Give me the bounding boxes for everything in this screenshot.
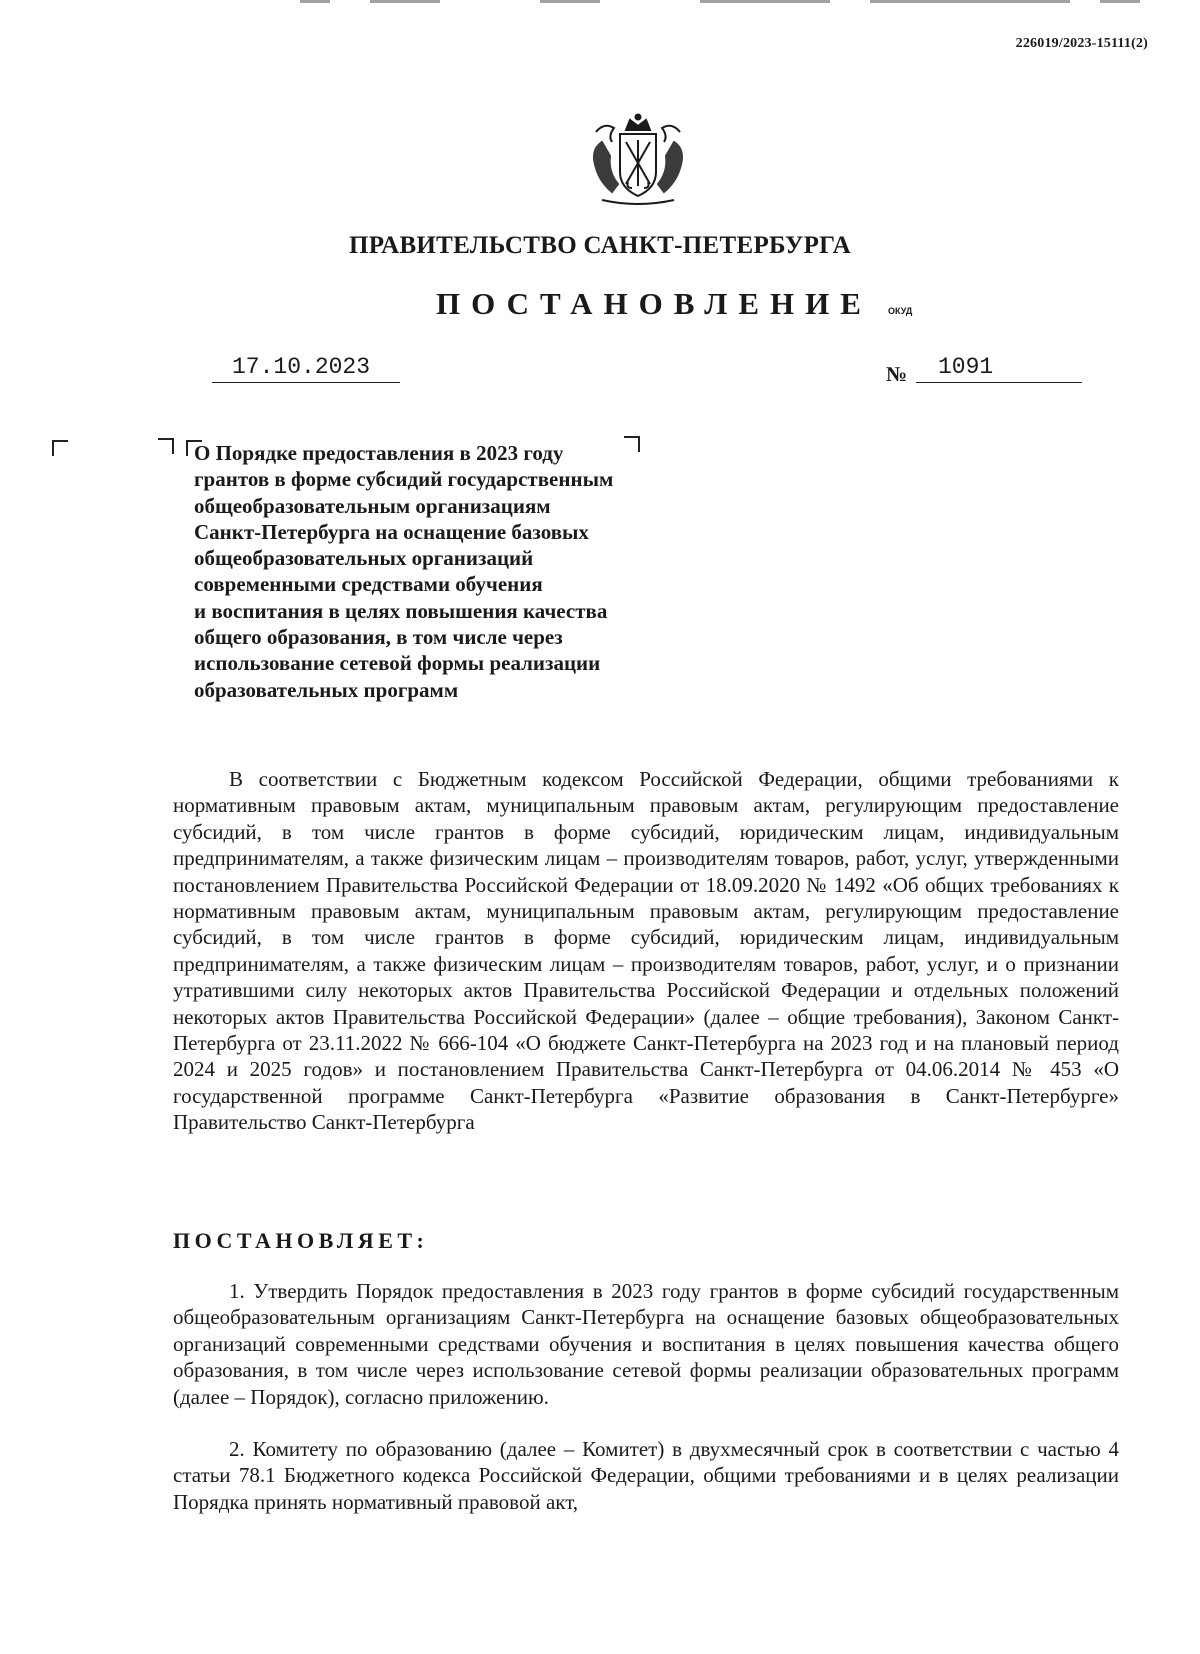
subject-line: современными средствами обучения [194, 572, 543, 597]
subject-line: и воспитания в целях повышения качества [194, 598, 608, 623]
government-name: ПРАВИТЕЛЬСТВО САНКТ-ПЕТЕРБУРГА [348, 232, 852, 259]
scan-artifact [700, 0, 830, 3]
document-type: ПОСТАНОВЛЕНИЕ [436, 286, 872, 321]
subject-line: использование сетевой формы реализации [194, 651, 601, 676]
paragraph-2: 2. Комитету по образованию (далее – Комитет) в двухмесячный срок в соответствии с частью 4 статьи 78.1 Бюджетного кодекса Российской Федерации, общими требованиями и в целях реализации Порядка принять нормативный правовой акт, [173, 1437, 1119, 1514]
preamble-paragraph: В соответствии с Бюджетным кодексом Российской Федерации, общими требованиями к нормативным правовым актам, муниципальным правовым актам, регулирующим предоставление субсидий, в том числе грантов в форме субсидий, юридическим лицам, индивидуальным предпринимателям, а также физическим лицам – производителям товаров, работ, услуг, утвержденными постановлением Правительства Российской Федерации от 18.09.2020 № 1492 «Об общих требованиях к нормативным правовым актам, муниципальным правовым актам, регулирующим предоставление субсидий, в том числе грантов в форме субсидий, юридическим лицам, индивидуальным предпринимателям, а также физическим лицам – производителям товаров, работ, услуг, и о признании утратившими силу некоторых актов Правительства Российской Федерации и отдельных положений некоторых актов Правительства Российской Федерации» (далее – общие требования), Законом Санкт-Петербурга от 23.11.2022 № 666-104 «О бюджете Санкт-Петербурга на 2023 год и на плановый период 2024 и 2025 годов» и постановлением Правительства Санкт-Петербурга от 04.06.2014 № 453 «О государственной программе Санкт-Петербурга «Развитие образования в Санкт-Петербурге» Правительство Санкт-Петербурга [173, 767, 1119, 1135]
subject-line: О Порядке предоставления в 2023 году [194, 441, 564, 465]
subject-line: грантов в форме субсидий государственным [194, 467, 614, 492]
okud-label: ОКУД [888, 306, 913, 316]
corner-mark [52, 440, 68, 456]
subject-line: образовательных программ [194, 677, 459, 702]
document-number: 1091 [916, 354, 1082, 383]
coat-of-arms-icon [582, 112, 694, 208]
decrees-heading: ПОСТАНОВЛЯЕТ: [173, 1228, 429, 1253]
subject-line: общеобразовательных организаций [194, 546, 534, 571]
document-date: 17.10.2023 [212, 354, 400, 383]
scan-artifact [540, 0, 600, 3]
subject-line: общего образования, в том числе через [194, 625, 563, 650]
scan-artifact [370, 0, 440, 3]
scan-artifact [1100, 0, 1140, 3]
subject-line: Санкт-Петербурга на оснащение базовых [194, 519, 589, 544]
paragraph-1: 1. Утвердить Порядок предоставления в 2023 году грантов в форме субсидий государственным общеобразовательным организациям Санкт-Петербурга на оснащение базовых общеобразовательных организаций современными средствами обучения и воспитания в целях повышения качества общего образования, в том числе через использование сетевой формы реализации образовательных программ (далее – Порядок), согласно приложению. [173, 1279, 1119, 1409]
scan-artifact [300, 0, 330, 3]
number-sign: № [886, 362, 908, 386]
subject-line: общеобразовательным организациям [194, 493, 551, 518]
corner-mark [158, 438, 174, 454]
registration-number: 226019/2023-15111(2) [1015, 36, 1148, 51]
document-subject [194, 440, 714, 703]
scan-artifact [870, 0, 1070, 3]
